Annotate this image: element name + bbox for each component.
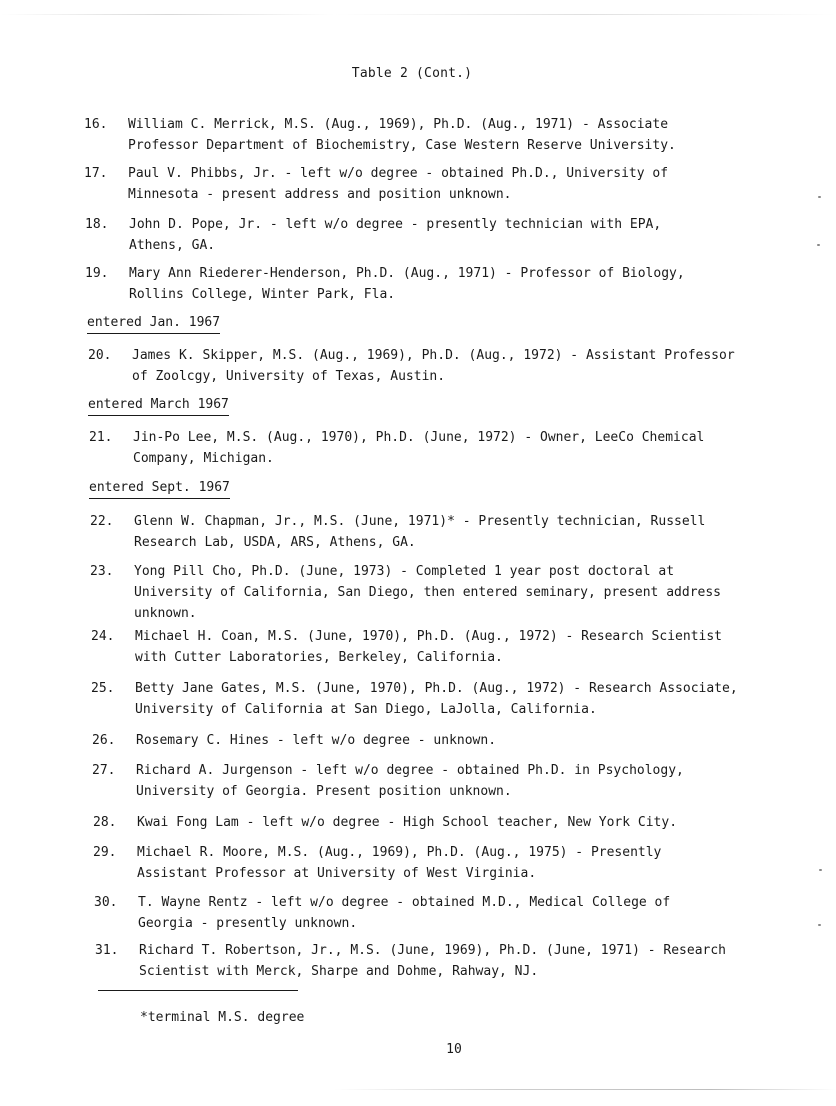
entry-text: Yong Pill Cho, Ph.D. (June, 1973) - Completed 1 year post doctoral at University of California, San Diego, then entered seminary, present address unknown. [134, 564, 721, 621]
entry-number: 22. [90, 514, 114, 529]
scan-speck [818, 924, 821, 926]
list-item [91, 678, 781, 720]
entry-text: James K. Skipper, M.S. (Aug., 1969), Ph.D. (Aug., 1972) - Assistant Professor of Zoolcgy, University of Texas, Austin. [132, 348, 735, 384]
list-item [92, 730, 782, 751]
entry-text: Paul V. Phibbs, Jr. - left w/o degree - obtained Ph.D., University of Minnesota - present address and position unknown. [128, 166, 669, 202]
entry-number: 29. [93, 845, 117, 860]
entry-text: Rosemary C. Hines - left w/o degree - unknown. [136, 733, 497, 748]
list-item [93, 812, 783, 833]
section-heading: entered Sept. 1967 [89, 479, 230, 499]
section-heading: entered Jan. 1967 [87, 314, 220, 334]
list-item [90, 511, 780, 553]
entry-text: Betty Jane Gates, M.S. (June, 1970), Ph.D. (Aug., 1972) - Research Associate, University of California at San Diego, LaJolla, California. [135, 681, 738, 717]
entry-number: 16. [84, 117, 108, 132]
entry-text: William C. Merrick, M.S. (Aug., 1969), Ph.D. (Aug., 1971) - Associate Professor Department of Biochemistry, Case Western Reserve University. [128, 117, 676, 153]
list-item [92, 760, 782, 802]
entry-text: Mary Ann Riederer-Henderson, Ph.D. (Aug., 1971) - Professor of Biology, Rollins College, Winter Park, Fla. [129, 266, 685, 302]
entry-text: Michael R. Moore, M.S. (Aug., 1969), Ph.D. (Aug., 1975) - Presently Assistant Professor at University of West Virginia. [137, 845, 662, 881]
list-item [93, 842, 783, 884]
list-item [90, 561, 780, 624]
entry-number: 27. [92, 763, 116, 778]
entry-number: 31. [95, 943, 119, 958]
entry-text: Michael H. Coan, M.S. (June, 1970), Ph.D. (Aug., 1972) - Research Scientist with Cutter Laboratories, Berkeley, California. [135, 629, 722, 665]
scan-speck [819, 869, 822, 871]
entry-text: T. Wayne Rentz - left w/o degree - obtained M.D., Medical College of Georgia - presently unknown. [138, 895, 671, 931]
entry-number: 17. [84, 166, 108, 181]
entry-number: 26. [92, 733, 116, 748]
entry-text: Richard A. Jurgenson - left w/o degree - obtained Ph.D. in Psychology, University of Georgia. Present position unknown. [136, 763, 684, 799]
entry-text: Jin-Po Lee, M.S. (Aug., 1970), Ph.D. (June, 1972) - Owner, LeeCo Chemical Company, Michigan. [133, 430, 705, 466]
list-item [95, 940, 785, 982]
scan-edge-top [0, 14, 836, 15]
list-item [88, 345, 778, 387]
entry-number: 28. [93, 815, 117, 830]
list-item [84, 114, 774, 156]
entry-number: 24. [91, 629, 115, 644]
entry-number: 30. [94, 895, 118, 910]
scan-speck [818, 196, 821, 198]
list-item [85, 263, 775, 305]
footnote-rule [98, 990, 298, 991]
table-title: Table 2 (Cont.) [351, 66, 473, 81]
list-item [91, 626, 781, 668]
scan-speck [817, 244, 820, 246]
entry-number: 23. [90, 564, 114, 579]
entry-number: 18. [85, 217, 109, 232]
list-item [84, 163, 774, 205]
entry-number: 21. [89, 430, 113, 445]
entry-number: 20. [88, 348, 112, 363]
scan-edge-bottom [0, 1089, 836, 1090]
entry-text: John D. Pope, Jr. - left w/o degree - presently technician with EPA, Athens, GA. [129, 217, 662, 253]
entry-text: Kwai Fong Lam - left w/o degree - High School teacher, New York City. [137, 815, 678, 830]
list-item [85, 214, 775, 256]
list-item [94, 892, 784, 934]
entry-text: Glenn W. Chapman, Jr., M.S. (June, 1971)* - Presently technician, Russell Research Lab, USDA, ARS, Athens, GA. [134, 514, 706, 550]
footnote: *terminal M.S. degree [140, 1010, 305, 1025]
entry-text: Richard T. Robertson, Jr., M.S. (June, 1969), Ph.D. (June, 1971) - Research Scientist with Merck, Sharpe and Dohme, Rahway, NJ. [139, 943, 726, 979]
entry-number: 25. [91, 681, 115, 696]
section-heading: entered March 1967 [88, 396, 229, 416]
entry-number: 19. [85, 266, 109, 281]
page-number: 10 [446, 1042, 462, 1057]
list-item [89, 427, 779, 469]
